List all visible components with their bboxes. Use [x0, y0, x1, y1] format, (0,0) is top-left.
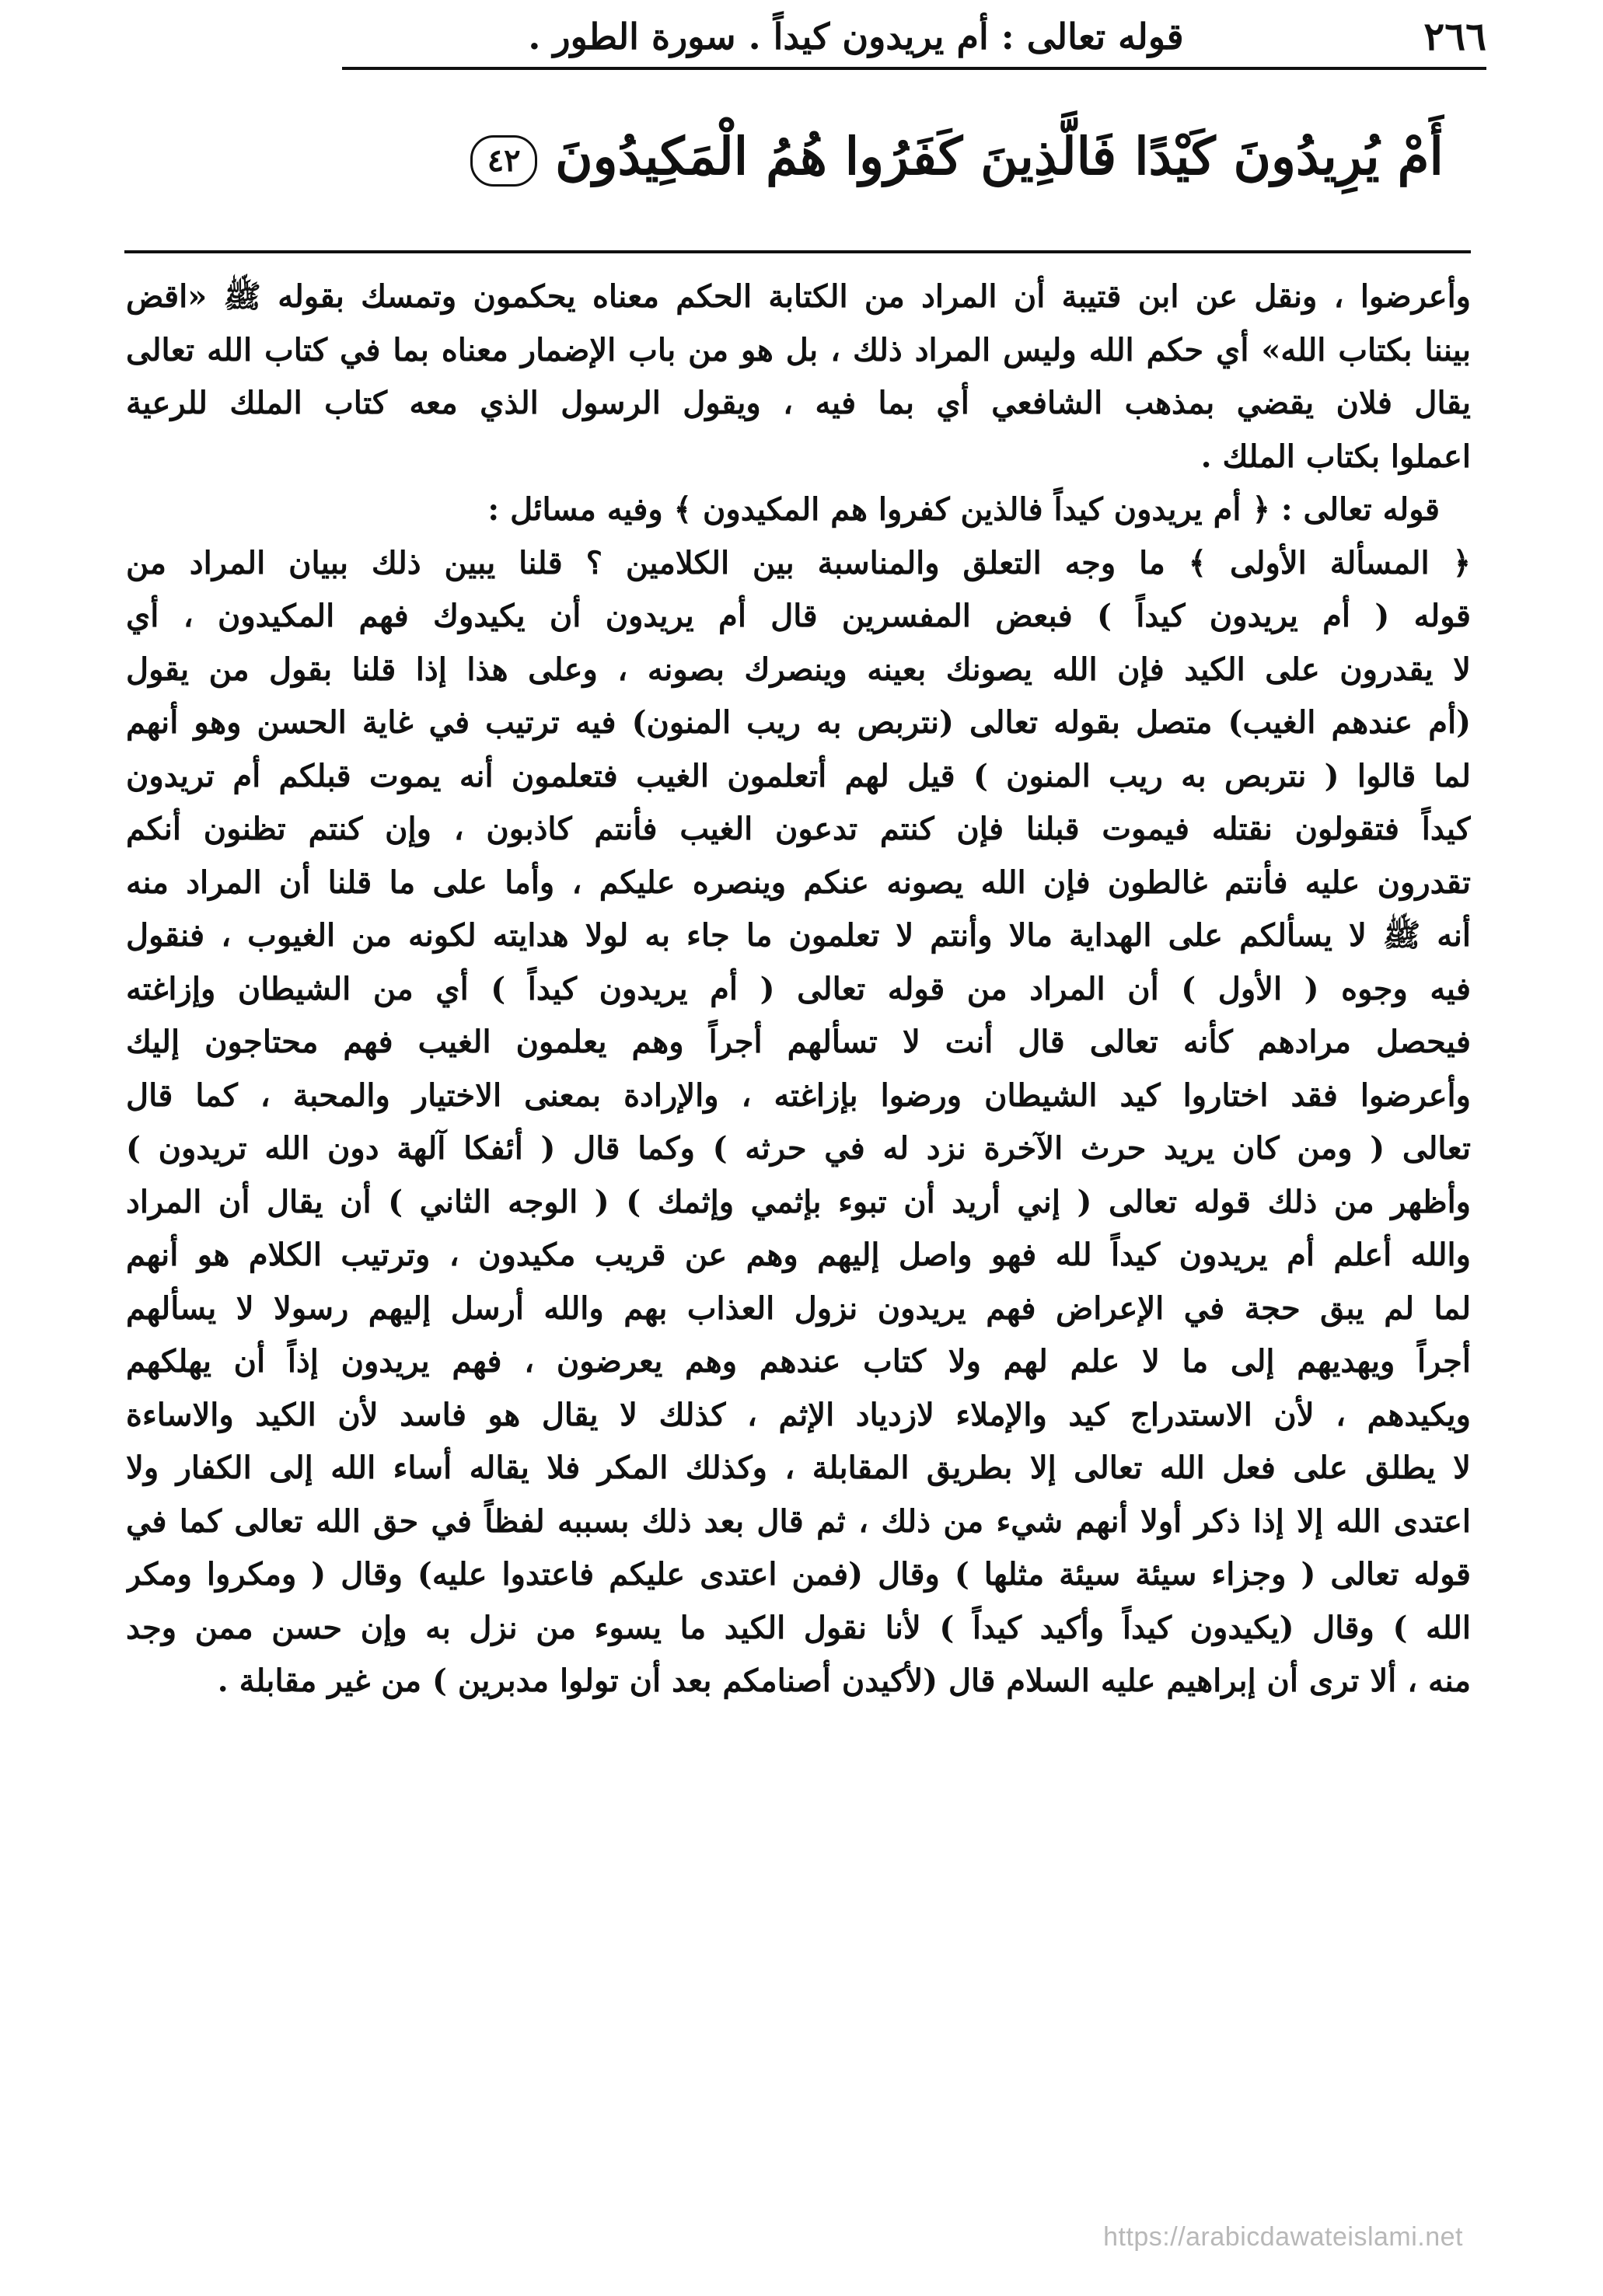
verse-text: أَمْ يُرِيدُونَ كَيْدًا فَالَّذِينَ كَفَرُوا هُمُ الْمَكِيدُونَ	[555, 126, 1444, 187]
text-line: لما لم يبق حجة في الإعراض فهم يريدون نزول العذاب بهم والله أرسل إليهم رسولا لا يسألهم	[126, 1289, 1471, 1327]
text-line: لا يقدرون على الكيد فإن الله يصونك بعينه وينصرك بصونه ، وعلى هذا إذا قلنا بقول من يقول	[126, 651, 1471, 688]
text-line: ﴿ المسألة الأولى ﴾ ما وجه التعلق والمناسبة بين الكلامين ؟ قلنا يبين ذلك ببيان المراد من	[126, 544, 1471, 581]
ayah-number-marker: ٤٢	[470, 135, 537, 187]
text-line: ويكيدهم ، لأن الاستدراج كيد والإملاء لازدياد الإثم ، كذلك لا يقال هو فاسد لأن الكيد والاساءة	[126, 1396, 1471, 1433]
text-line: والله أعلم أم يريدون كيداً لله فهو واصل إليهم وهم عن قريب مكيدون ، وترتيب الكلام هو أنهم	[126, 1237, 1471, 1273]
text-line: بيننا بكتاب الله» أي حكم الله وليس المراد ذلك ، بل هو من باب الإضمار معناه بما في كتاب الله تعالى	[126, 331, 1471, 368]
text-line: فيه وجوه ( الأول ) أن المراد من قوله تعالى ( أم يريدون كيداً ) أي من الشيطان وإزاغته	[126, 970, 1471, 1007]
text-line: تقدرون عليه فأنتم غالطون فإن الله يصونه عنكم وينصره عليكم ، وأما على ما قلنا أن المراد منه	[126, 864, 1471, 901]
source-watermark: https://arabicdawateislami.net	[1103, 2222, 1463, 2252]
text-line: منه ، ألا ترى أن إبراهيم عليه السلام قال (لأكيدن أصنامكم بعد أن تولوا مدبرين ) من غير مقابلة .	[217, 1663, 1471, 1699]
quranic-verse	[451, 106, 1455, 207]
text-line: اعملوا بكتاب الملك .	[1200, 438, 1471, 475]
text-line: الله ) وقال (يكيدون كيداً وأكيد كيداً ) لأنا نقول الكيد ما يسوء من نزل به وإن حسن ممن وجد	[126, 1609, 1471, 1646]
text-line: وأعرضوا ، ونقل عن ابن قتيبة أن المراد من الكتابة الحكم معناه يحكمون وتمسك بقوله ﷺ «اقض	[126, 278, 1471, 315]
text-line: تعالى ( ومن كان يريد حرث الآخرة نزد له في حرثه ) وكما قال ( أئفكا آلهة دون الله تريدون )	[126, 1130, 1471, 1167]
section-divider	[124, 250, 1471, 253]
text-line: لما قالوا ( نتربص به ريب المنون ) قيل لهم أتعلمون الغيب فتعلمون أنه يموت قبلكم أم تريدون	[126, 757, 1471, 794]
text-line: فيحصل مرادهم كأنه تعالى قال أنت لا تسألهم أجراً وهم يعلمون الغيب فهم محتاجون إليك	[126, 1024, 1471, 1060]
text-line: يقال فلان يقضي بمذهب الشافعي أي بما فيه ، ويقول الرسول الذي معه كتاب الملك للرعية	[126, 385, 1471, 421]
commentary-text	[126, 270, 1471, 1708]
running-header	[342, 9, 1486, 70]
text-line: أنه ﷺ لا يسألكم على الهداية مالا وأنتم لا تعلمون ما جاء به لولا هدايته لكونه من الغيوب ، فنقول	[126, 917, 1471, 954]
text-line: قوله ( أم يريدون كيداً ) فبعض المفسرين قال أم يريدون أن يكيدوك فهم المكيدون ، أي	[126, 598, 1471, 634]
text-line: (أم عندهم الغيب) متصل بقوله تعالى (نتربص به ريب المنون) فيه ترتيب في غاية الحسن وهو أنهم	[126, 704, 1471, 741]
text-line: قوله تعالى ( وجزاء سيئة سيئة مثلها ) وقال (فمن اعتدى عليكم فاعتدوا عليه) وقال ( ومكروا ومكر	[126, 1556, 1471, 1593]
page-number: ٢٦٦	[1423, 13, 1486, 59]
text-line: كيداً فتقولون نقتله فيموت قبلنا فإن كنتم تدعون الغيب فأنتم كاذبون ، وإن كنتم تظنون أنكم	[126, 811, 1471, 847]
text-line: لا يطلق على فعل الله تعالى إلا بطريق المقابلة ، وكذلك المكر فلا يقاله أساء الله إلى الكفار ولا	[126, 1450, 1471, 1486]
text-line: وأعرضوا فقد اختاروا كيد الشيطان ورضوا بإزاغته ، والإرادة بمعنى الاختيار والمحبة ، كما قال	[126, 1076, 1471, 1114]
text-line: اعتدى الله إلا إذا ذكر أولا أنهم شيء من ذلك ، ثم قال بعد ذلك بسببه لفظاً في حق الله تعالى كما في	[126, 1502, 1471, 1540]
text-line: وأظهر من ذلك قوله تعالى ( إني أريد أن تبوء بإثمي وإثمك ) ( الوجه الثاني ) أن يقال أن المراد	[126, 1183, 1471, 1220]
running-title: قوله تعالى : أم يريدون كيداً . سورة الطور .	[528, 16, 1184, 58]
text-line: أجراً ويهديهم إلى ما لا علم لهم ولا كتاب عندهم وهم يعرضون ، فهم يريدون إذاً أن يهلكهم	[126, 1343, 1471, 1380]
text-line: قوله تعالى : ﴿ أم يريدون كيداً فالذين كفروا هم المكيدون ﴾ وفيه مسائل :	[487, 491, 1440, 528]
